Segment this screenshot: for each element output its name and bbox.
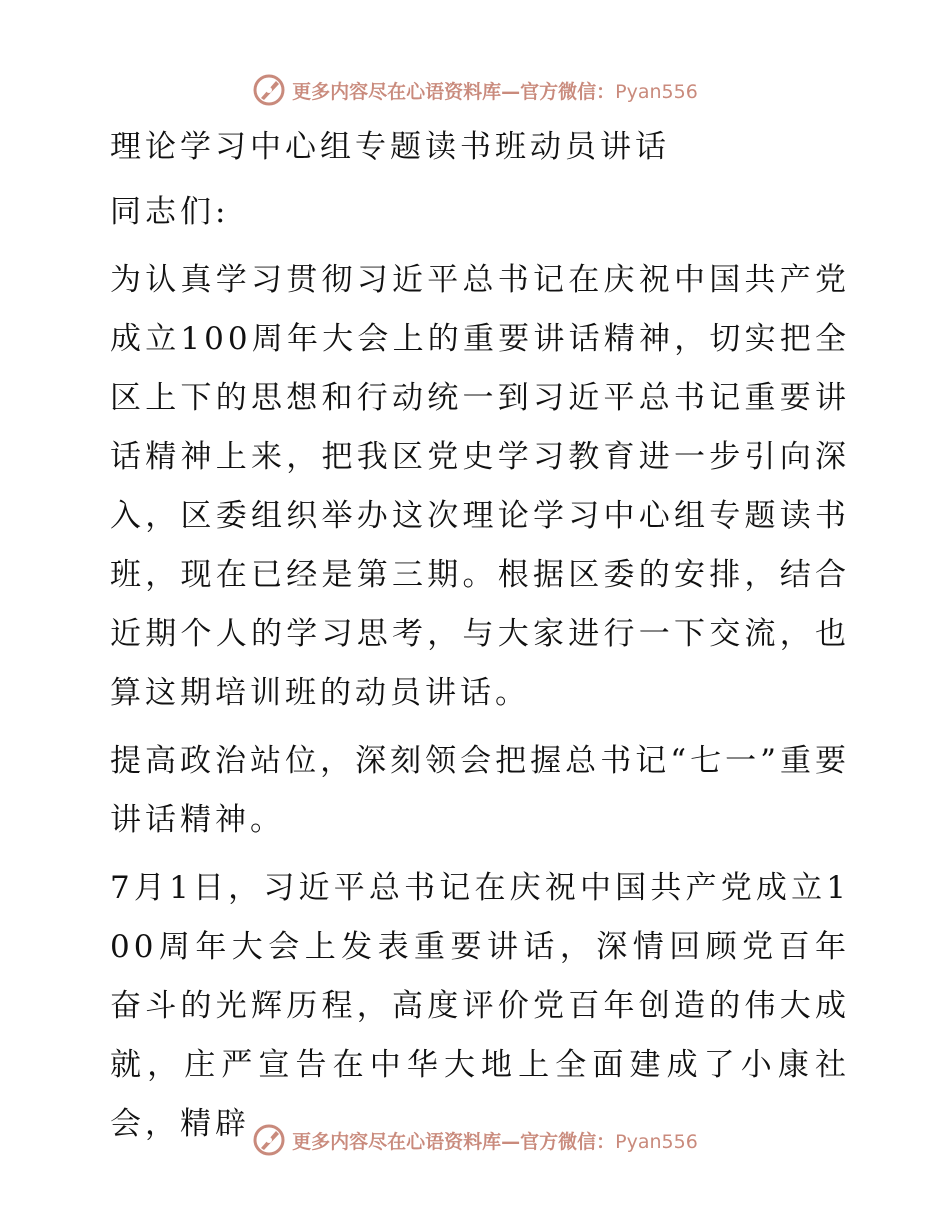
document-title: 理论学习中心组专题读书班动员讲话	[110, 129, 670, 165]
footer-watermark-banner	[0, 1120, 950, 1160]
section-heading: 提高政治站位，深刻领会把握总书记“七一”重要讲话精神。	[110, 743, 850, 838]
paragraph: 为认真学习贯彻习近平总书记在庆祝中国共产党成立100周年大会上的重要讲话精神，切实把全区上下的思想和行动统一到习近平总书记重要讲话精神上来，把我区党史学习教育进一步引向深入，区委组织举办这次理论学习中心组专题读书班，现在已经是第三期。根据区委的安排，结合近期个人的学习思考，与大家进行一下交流，也算这期培训班的动员讲话。	[110, 262, 850, 711]
quill-seal-icon	[252, 73, 286, 107]
watermark-text: 更多内容尽在心语资料库—官方微信：Pyan556	[292, 80, 698, 103]
greeting: 同志们:	[110, 194, 230, 230]
watermark-text: 更多内容尽在心语资料库—官方微信：Pyan556	[292, 1130, 698, 1153]
quill-seal-icon	[252, 1123, 286, 1157]
document-body	[98, 118, 850, 1163]
header-watermark-banner	[0, 70, 950, 110]
paragraph: 7月1日，习近平总书记在庆祝中国共产党成立100周年大会上发表重要讲话，深情回顾党百年奋斗的光辉历程，高度评价党百年创造的伟大成就，庄严宣告在中华大地上全面建成了小康社会，精辟	[110, 870, 850, 1142]
